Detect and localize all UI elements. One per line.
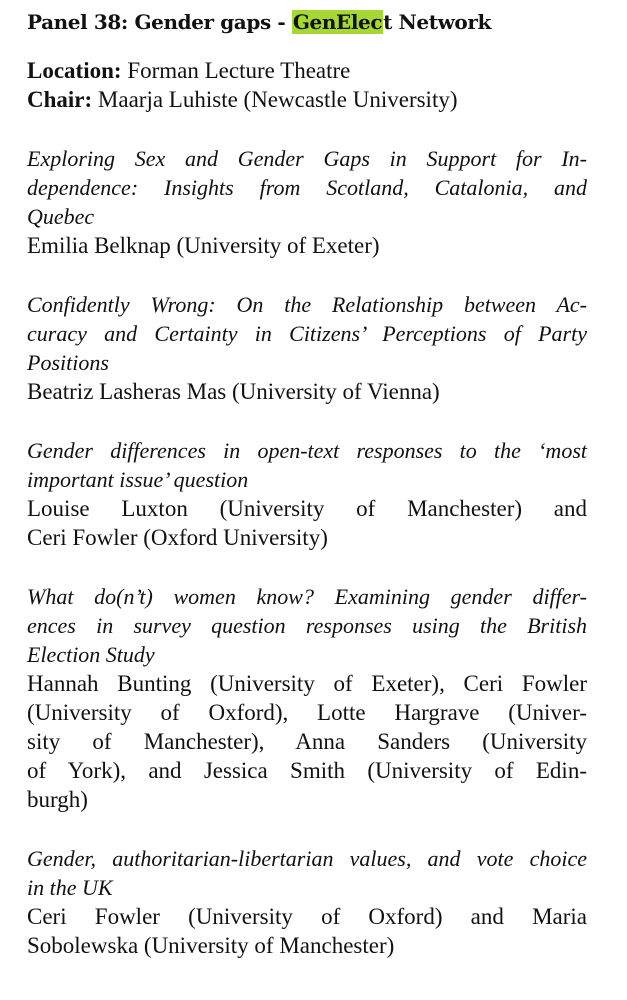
panel-title-suffix: t Network bbox=[383, 10, 491, 34]
author-line: of York), and Jessica Smith (University of Edin- bbox=[27, 758, 587, 783]
talk-authors bbox=[27, 669, 587, 814]
talk-authors bbox=[27, 902, 587, 960]
talk-title-line: dependence: Insights from Scotland, Catalonia, and bbox=[27, 175, 587, 200]
talk-title-line: Gender differences in open-text responses to the ‘most bbox=[27, 438, 587, 463]
talk-entry bbox=[27, 144, 587, 260]
author-line: Emilia Belknap (University of Exeter) bbox=[27, 233, 380, 258]
talk-authors bbox=[27, 231, 587, 260]
talk-entry bbox=[27, 582, 587, 814]
author-line: Hannah Bunting (University of Exeter), Ceri Fowler bbox=[27, 671, 587, 696]
panel-title-prefix: Panel 38: Gender gaps - bbox=[27, 10, 292, 34]
talk-authors bbox=[27, 377, 587, 406]
panel-meta bbox=[27, 56, 587, 114]
author-line: Ceri Fowler (University of Oxford) and Maria bbox=[27, 904, 587, 929]
talk-title bbox=[27, 582, 587, 669]
author-line: (University of Oxford), Lotte Hargrave (Univer- bbox=[27, 700, 587, 725]
talk-title bbox=[27, 144, 587, 231]
talk-title-line: Election Study bbox=[27, 642, 155, 667]
talk-authors bbox=[27, 494, 587, 552]
talk-list bbox=[27, 144, 587, 960]
highlighted-text[interactable]: GenElec bbox=[292, 10, 383, 34]
talk-title-line: curacy and Certainty in Citizens’ Perceptions of Party bbox=[27, 321, 587, 346]
location-value: Forman Lecture Theatre bbox=[127, 58, 351, 83]
chair-line bbox=[27, 85, 587, 114]
author-line: Beatriz Lasheras Mas (University of Vienna) bbox=[27, 379, 440, 404]
talk-title-line: important issue’ question bbox=[27, 467, 249, 492]
talk-title-line: Positions bbox=[27, 350, 109, 375]
talk-title-line: Confidently Wrong: On the Relationship between Ac- bbox=[27, 292, 587, 317]
chair-label: Chair: bbox=[27, 87, 93, 112]
author-line: burgh) bbox=[27, 787, 88, 812]
talk-title-line: What do(n’t) women know? Examining gender differ- bbox=[27, 584, 587, 609]
talk-title-line: ences in survey question responses using the British bbox=[27, 613, 587, 638]
talk-title-line: in the UK bbox=[27, 875, 113, 900]
panel-title bbox=[27, 6, 587, 38]
author-line: Ceri Fowler (Oxford University) bbox=[27, 525, 328, 550]
talk-title-line: Exploring Sex and Gender Gaps in Support for In- bbox=[27, 146, 587, 171]
chair-value: Maarja Luhiste (Newcastle University) bbox=[97, 87, 458, 112]
location-line bbox=[27, 56, 587, 85]
author-line: Louise Luxton (University of Manchester) and bbox=[27, 496, 587, 521]
talk-title bbox=[27, 436, 587, 494]
talk-title-line: Gender, authoritarian-libertarian values, and vote choice bbox=[27, 846, 587, 871]
author-line: Sobolewska (University of Manchester) bbox=[27, 933, 395, 958]
talk-entry bbox=[27, 844, 587, 960]
location-label: Location: bbox=[27, 58, 122, 83]
author-line: sity of Manchester), Anna Sanders (University bbox=[27, 729, 587, 754]
talk-title bbox=[27, 290, 587, 377]
talk-title-line: Quebec bbox=[27, 204, 95, 229]
talk-entry bbox=[27, 290, 587, 406]
talk-title bbox=[27, 844, 587, 902]
programme-page bbox=[27, 6, 587, 960]
talk-entry bbox=[27, 436, 587, 552]
